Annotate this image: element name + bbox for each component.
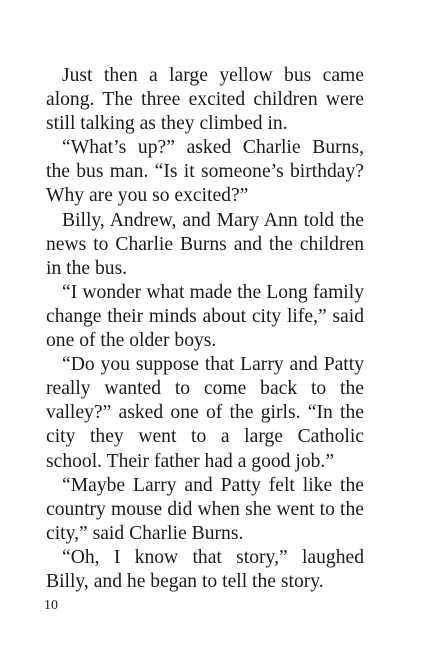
paragraph-billy-laughs: “Oh, I know that story,” laughed Billy, and he began to tell the story. — [46, 546, 364, 592]
paragraph-girl-asks: “Do you suppose that Larry and Patty really wanted to come back to the valley?” asked one of the girls. “In the city they went to a large Catholic school. Their father had a good job.” — [46, 354, 364, 472]
story-text — [46, 64, 364, 594]
paragraph-charlie-question: “What’s up?” asked Charlie Burns, the bus man. “Is it someone’s birthday? Why are you so excited?” — [46, 137, 364, 207]
paragraph-older-boy-wonders: “I wonder what made the Long family change their minds about city life,” said one of the older boys. — [46, 281, 364, 352]
page-number: 10 — [44, 598, 58, 613]
paragraph-country-mouse: “Maybe Larry and Patty felt like the country mouse did when she went to the city,” said Charlie Burns. — [46, 474, 364, 544]
paragraph-bus-arrives: Just then a large yellow bus came along. The three excited children were still talking as they climbed in. — [46, 65, 364, 135]
paragraph-children-tell-news: Billy, Andrew, and Mary Ann told the news to Charlie Burns and the children in the bus. — [46, 209, 364, 279]
